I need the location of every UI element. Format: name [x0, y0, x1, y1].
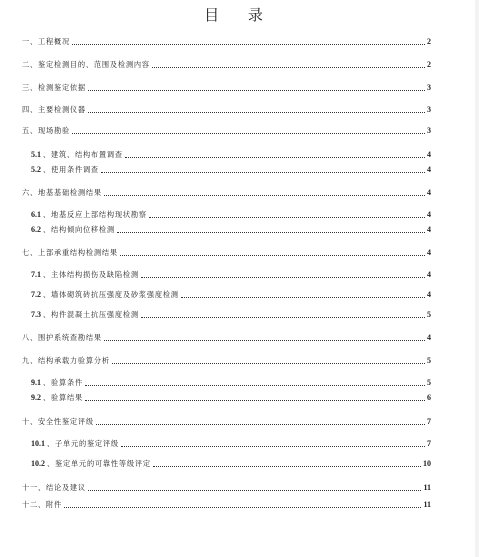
toc-leader-dots	[101, 171, 425, 173]
toc-leader-dots	[181, 296, 425, 298]
toc-entry-label: 、主体结构损伤及缺陷检测	[43, 270, 139, 279]
toc-entry[interactable]	[22, 496, 431, 510]
toc-entry-page-number: 4	[427, 270, 431, 279]
toc-entry-page-number: 4	[427, 150, 431, 159]
toc-entry-label: 、鉴定单元的可靠性等级评定	[47, 459, 151, 468]
toc-entry-page-number: 4	[427, 188, 431, 197]
toc-entry-label: 三、检测鉴定依据	[22, 83, 86, 92]
toc-entry-page-number: 6	[427, 393, 431, 402]
toc-entry-number: 9.2	[31, 393, 41, 402]
toc-entry-page-number: 4	[427, 333, 431, 342]
toc-entry-page-number: 4	[427, 248, 431, 257]
toc-entry[interactable]	[22, 244, 431, 258]
toc-entry[interactable]	[22, 413, 431, 427]
toc-entry-page-number: 5	[427, 356, 431, 365]
toc-entry-page-number: 3	[427, 105, 431, 114]
toc-entry-label: 四、主要检测仪器	[22, 105, 86, 114]
toc-entry[interactable]	[22, 101, 431, 115]
toc-entry[interactable]	[31, 266, 431, 280]
toc-leader-dots	[104, 194, 425, 196]
toc-entry-label: 、地基反应上部结构现状勘察	[43, 210, 147, 219]
toc-entry-page-number: 2	[427, 37, 431, 46]
toc-entry-label: 、验算结果	[43, 393, 83, 402]
toc-leader-dots	[149, 216, 425, 218]
toc-leader-dots	[141, 316, 425, 318]
toc-entry[interactable]	[22, 329, 431, 343]
toc-entry-label: 六、地基基础检测结果	[22, 188, 102, 197]
toc-entry[interactable]	[31, 435, 431, 449]
toc-leader-dots	[85, 384, 425, 386]
toc-leader-dots	[96, 423, 425, 425]
toc-entry-number: 9.1	[31, 378, 41, 387]
toc-entry-page-number: 5	[427, 378, 431, 387]
toc-entry-label: 十一、结论及建议	[22, 483, 86, 492]
toc-entry[interactable]	[31, 146, 431, 160]
toc-entry[interactable]	[31, 374, 431, 388]
page-edge	[475, 0, 479, 557]
toc-entry-page-number: 3	[427, 126, 431, 135]
toc-leader-dots	[72, 132, 425, 134]
toc-entry-page-number: 4	[427, 290, 431, 299]
toc-entry-label: 一、工程概况	[22, 37, 70, 46]
toc-entry[interactable]	[22, 184, 431, 198]
toc-entry-page-number: 4	[427, 165, 431, 174]
toc-entry-label: 、使用条件调查	[43, 165, 99, 174]
toc-entry[interactable]	[22, 479, 431, 493]
toc-entry-number: 6.1	[31, 210, 41, 219]
toc-leader-dots	[85, 399, 425, 401]
toc-entry-number: 7.3	[31, 310, 41, 319]
toc-entry[interactable]	[31, 161, 431, 175]
toc-entry-page-number: 3	[427, 83, 431, 92]
toc-leader-dots	[88, 89, 425, 91]
page-title: 目 录	[204, 6, 275, 24]
toc-entry-page-number: 11	[423, 483, 431, 492]
toc-entry-label: 、墙体砌筑砖抗压强度及砂浆强度检测	[43, 290, 179, 299]
toc-entry[interactable]	[22, 352, 431, 366]
toc-entry-number: 5.1	[31, 150, 41, 159]
toc-entry[interactable]	[31, 306, 431, 320]
toc-entry-label: 九、结构承载力验算分析	[22, 356, 110, 365]
toc-entry[interactable]	[22, 122, 431, 136]
toc-entry[interactable]	[22, 56, 431, 70]
toc-entry-label: 七、上部承重结构检测结果	[22, 248, 118, 257]
toc-leader-dots	[72, 43, 425, 45]
toc-entry-number: 10.2	[31, 459, 45, 468]
toc-entry-label: 、验算条件	[43, 378, 83, 387]
toc-entry-label: 、构件混凝土抗压强度检测	[43, 310, 139, 319]
toc-entry[interactable]	[31, 455, 431, 469]
toc-entry-page-number: 4	[427, 225, 431, 234]
toc-entry[interactable]	[31, 206, 431, 220]
toc-entry-label: 八、围护系统查勘结果	[22, 333, 102, 342]
toc-entry-page-number: 7	[427, 439, 431, 448]
toc-entry-number: 6.2	[31, 225, 41, 234]
toc-leader-dots	[104, 339, 425, 341]
toc-leader-dots	[152, 66, 425, 68]
toc-leader-dots	[153, 465, 421, 467]
toc-leader-dots	[117, 231, 425, 233]
toc-leader-dots	[121, 445, 425, 447]
toc-entry-label: 十二、附件	[22, 500, 62, 509]
toc-leader-dots	[120, 254, 425, 256]
toc-entry[interactable]	[31, 221, 431, 235]
toc-entry-page-number: 5	[427, 310, 431, 319]
toc-leader-dots	[88, 111, 425, 113]
toc-entry[interactable]	[31, 389, 431, 403]
toc-leader-dots	[125, 156, 425, 158]
toc-entry-label: 二、鉴定检测目的、范围及检测内容	[22, 60, 150, 69]
toc-entry-label: 、建筑、结构布置调查	[43, 150, 123, 159]
toc-entry-page-number: 11	[423, 500, 431, 509]
toc-entry-label: 五、现场勘验	[22, 126, 70, 135]
toc-entry-number: 5.2	[31, 165, 41, 174]
toc-entry-page-number: 10	[423, 459, 431, 468]
toc-leader-dots	[141, 276, 425, 278]
toc-entry-number: 7.2	[31, 290, 41, 299]
toc-entry[interactable]	[22, 33, 431, 47]
toc-entry-page-number: 4	[427, 210, 431, 219]
toc-leader-dots	[112, 362, 425, 364]
toc-entry-page-number: 2	[427, 60, 431, 69]
toc-entry-number: 7.1	[31, 270, 41, 279]
toc-leader-dots	[64, 506, 421, 508]
toc-entry-number: 10.1	[31, 439, 45, 448]
toc-entry-label: 、结构倾向位移检测	[43, 225, 115, 234]
toc-entry-page-number: 7	[427, 417, 431, 426]
toc-leader-dots	[88, 489, 422, 491]
toc-entry[interactable]	[31, 286, 431, 300]
toc-entry[interactable]	[22, 79, 431, 93]
toc-entry-label: 、子单元的鉴定评级	[47, 439, 119, 448]
toc-entry-label: 十、安全性鉴定评级	[22, 417, 94, 426]
